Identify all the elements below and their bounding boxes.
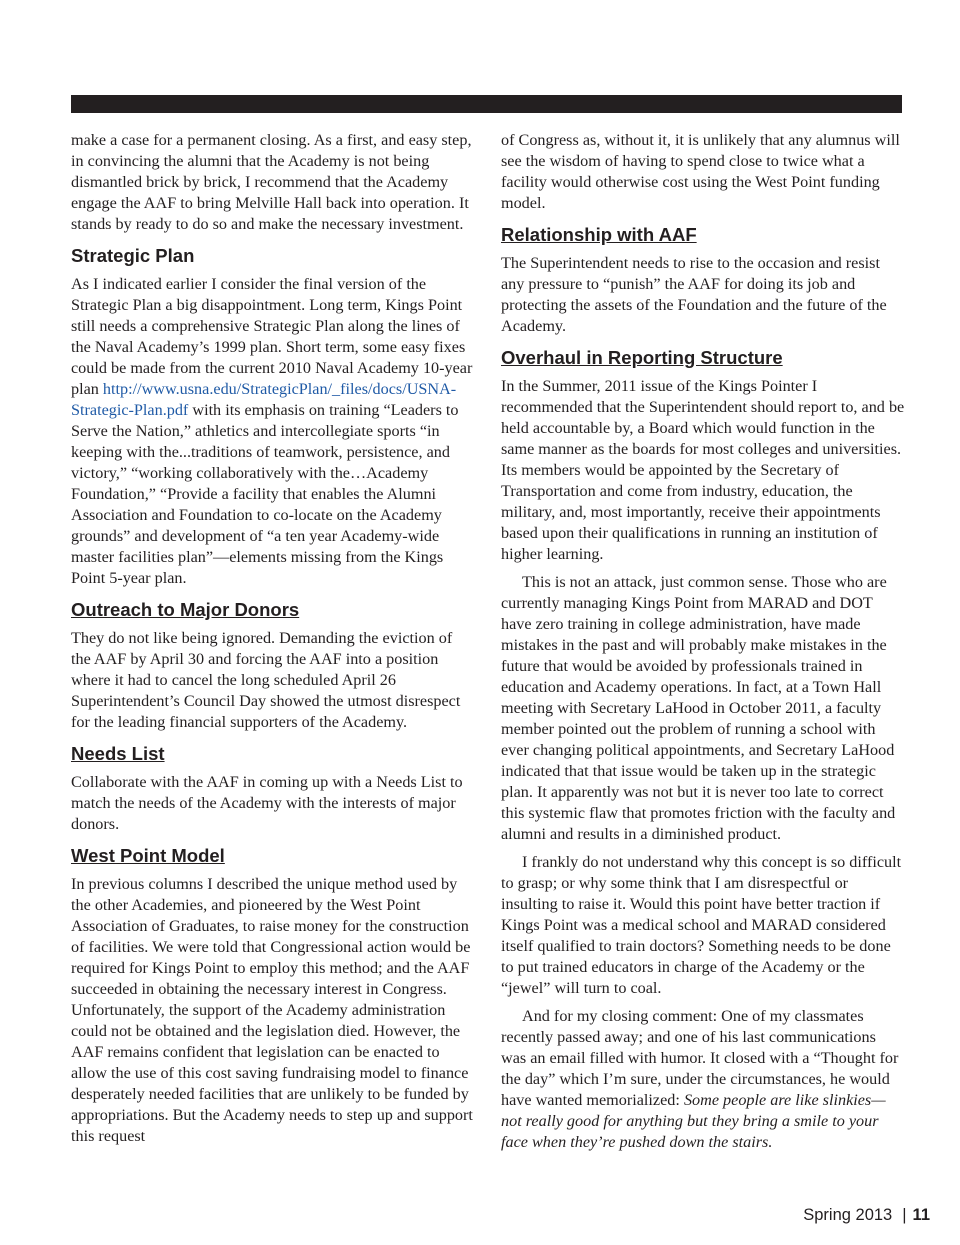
west-point-paragraph: In previous columns I described the unique method used by the other Academies, and pioneered by the West Point Association of Graduates, to raise money for the construction of facilities. We were told that Congressional action would be required for Kings Point to employ this method; and the AAF succeeded in obtaining the necessary interest in Congress. Unfortunately, the support of the Academy administration could not be obtained and the legislation died. However, the AAF remains confident that legislation can be enacted to allow the use of this cost saving fundraising model to finance desperately needed facilities that are unlikely to be funded by appropriations. But the Academy needs to step up and support this request: [71, 875, 473, 1145]
west-point-heading: West Point Model: [71, 845, 225, 866]
footer-separator: |: [902, 1206, 907, 1224]
closing-text: And for my closing comment: One of my classmates recently passed away; and one of his last communications was an email filled with humor. It closed with a “Thought for the day” which I’m sure, under the circumstances, he would have wanted memorialized:: [501, 1007, 899, 1109]
overhaul-paragraph-2: This is not an attack, just common sense. Those who are currently managing Kings Point from MARAD and DOT have zero training in college administration, have made mistakes in the past and will probably make mistakes in the future that would be avoided by professionals trained in education and Academy operations. In fact, at a Town Hall meeting with Secretary LaHood in October 2011, a faculty member pointed out the problem of running a school with ever changing political appointments, and Secretary LaHood indicated that that issue would be taken up in the strategic plan. It apparently was not but it is never too late to correct this systemic flaw that promotes friction with the faculty and alumni and results in a diminished product.: [501, 573, 896, 843]
strategic-plan-heading: Strategic Plan: [71, 245, 195, 266]
left-intro-paragraph: make a case for a permanent closing. As a first, and easy step, in convincing the alumni that the Academy is not being dismantled brick by brick, I recommend that the Academy engage the AAF to bring Melville Hall back into operation. It stands by ready to do so and make the necessary investment.: [71, 131, 472, 233]
page-number: 11: [912, 1206, 930, 1224]
page-footer: [803, 1206, 930, 1225]
strategic-plan-text-after: with its emphasis on training “Leaders to Serve the Nation,” athletics and intercollegiate sports “in keeping with the...traditions of teamwork, persistence, and victory,” “working collaboratively with the…Academy Foundation,” “Provide a facility that enables the Alumni Association and Foundation to co-locate on the Academy grounds” and development of “a ten year Academy-wide master facilities plan”—elements missing from the Kings Point 5-year plan.: [71, 401, 459, 587]
needs-list-paragraph: Collaborate with the AAF in coming up with a Needs List to match the needs of the Academy with the interests of major donors.: [71, 773, 463, 833]
issue-season: Spring 2013: [803, 1206, 893, 1224]
closing-paragraph: [501, 1006, 905, 1153]
header-bar: [71, 95, 902, 113]
relationship-heading: Relationship with AAF: [501, 224, 697, 245]
outreach-heading: Outreach to Major Donors: [71, 599, 300, 620]
strategic-plan-paragraph: [71, 274, 475, 589]
overhaul-paragraph-3: I frankly do not understand why this concept is so difficult to grasp; or why some think that I am disrespectful or insulting to raise it. Would this point have better traction if Kings Point was a medical school and MARAD considered itself qualified to train doctors? Something needs to be done to put trained educators in charge of the Academy or the “jewel” will turn to coal.: [501, 853, 902, 997]
strategic-plan-text-before: As I indicated earlier I consider the final version of the Strategic Plan a big disappointment. Long term, Kings Point still needs a comprehensive Strategic Plan along the lines of the Naval Academy’s 1999 plan. Short term, some easy fixes could be made from the current 2010 Naval Academy 10-year plan: [71, 275, 473, 398]
closing-quote: Some people are like slinkies—not really good for anything but they bring a smile to your face when they’re pushed down the stairs.: [501, 1091, 886, 1151]
overhaul-paragraph-1: In the Summer, 2011 issue of the Kings Pointer I recommended that the Superintendent should report to, and be held accountable by, a Board which would function in the same manner as the boards for most colleges and universities. Its members would be appointed by the Secretary of Transportation and come from industry, education, the military, and, most importantly, receive their appointments based upon their qualifications in running an institution of higher learning.: [501, 377, 905, 563]
right-column: [501, 130, 905, 1160]
left-column: [71, 130, 475, 1154]
needs-list-heading: Needs List: [71, 743, 165, 764]
outreach-paragraph: They do not like being ignored. Demanding the eviction of the AAF by April 30 and forcing the AAF into a position where it had to cancel the long scheduled April 26 Superintendent’s Council Day showed the utmost disrespect for the leading financial supporters of the Academy.: [71, 629, 461, 731]
relationship-paragraph: The Superintendent needs to rise to the occasion and resist any pressure to “punish” the AAF for doing its job and protecting the assets of the Foundation and the future of the Academy.: [501, 254, 887, 335]
overhaul-heading: Overhaul in Reporting Structure: [501, 347, 783, 368]
usna-strategic-plan-link[interactable]: http://www.usna.edu/StrategicPlan/_files/docs/USNA-Strategic-Plan.pdf: [71, 380, 457, 419]
right-intro-paragraph: of Congress as, without it, it is unlikely that any alumnus will see the wisdom of having to spend close to twice what a facility would otherwise cost using the West Point funding model.: [501, 131, 900, 212]
